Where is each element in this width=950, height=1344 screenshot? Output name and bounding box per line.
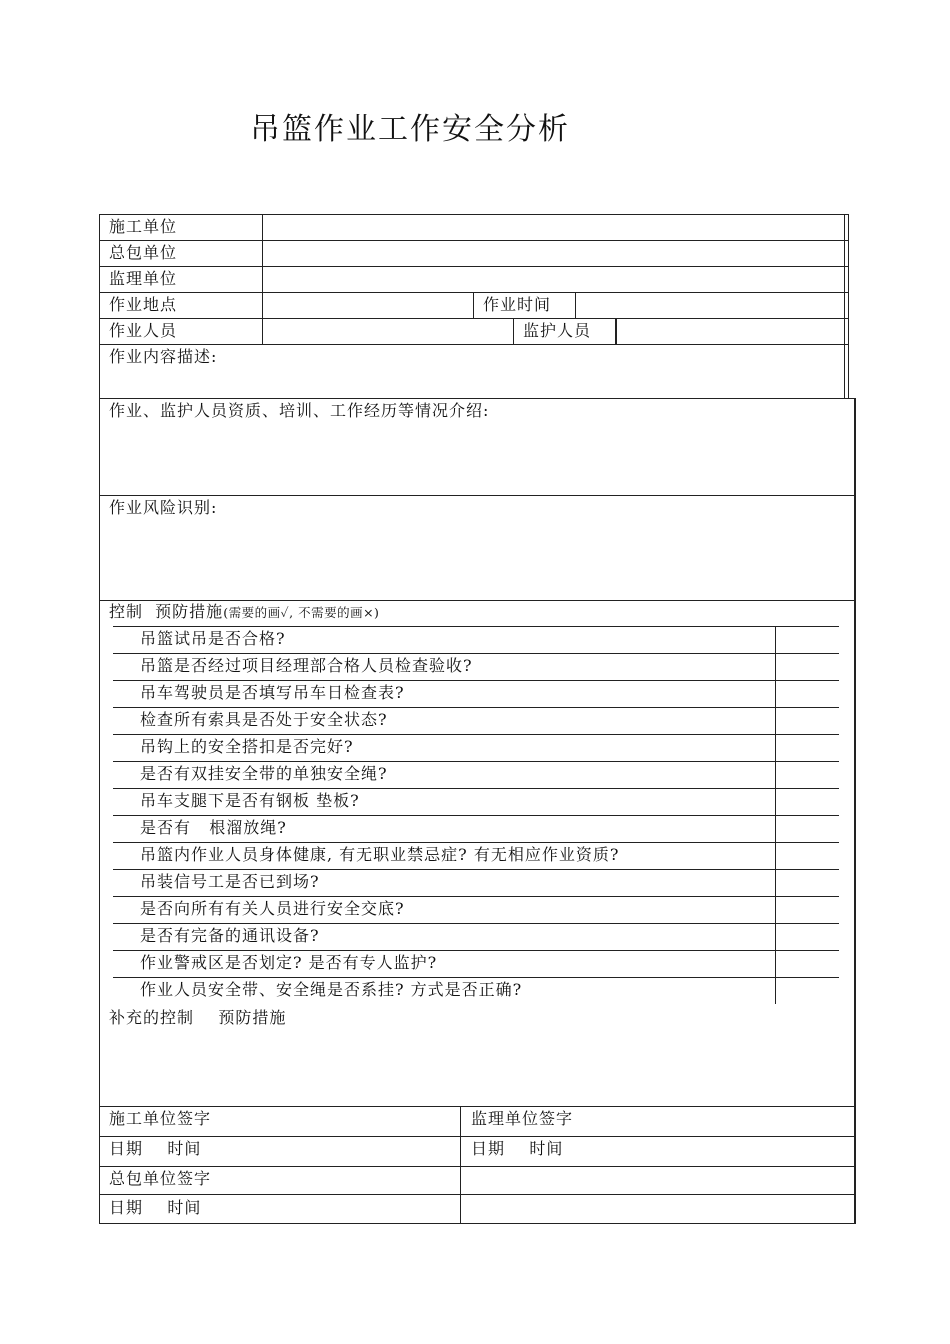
risk-identification-field[interactable]	[100, 520, 853, 599]
supplementary-controls-label: 补充的控制 预防措施	[109, 1008, 287, 1027]
check-cell[interactable]	[777, 708, 837, 734]
supervision-unit-label: 监理单位	[109, 269, 178, 288]
check-cell[interactable]	[777, 762, 837, 788]
table-rule	[113, 950, 839, 951]
date-time-label: 日期 时间	[471, 1139, 564, 1158]
checklist-item: 作业警戒区是否划定? 是否有专人监护?	[140, 953, 438, 972]
work-description-field[interactable]	[100, 369, 844, 397]
table-rule	[99, 1166, 856, 1167]
table-rule	[99, 1106, 856, 1107]
work-location-field[interactable]	[263, 293, 472, 318]
check-cell[interactable]	[777, 978, 837, 1004]
table-rule	[113, 869, 839, 870]
table-rule	[113, 815, 839, 816]
check-cell[interactable]	[777, 924, 837, 950]
check-cell[interactable]	[777, 681, 837, 707]
construction-sign-label: 施工单位签字	[109, 1109, 212, 1128]
guardian-field[interactable]	[617, 319, 843, 344]
supervision-unit-field[interactable]	[263, 267, 843, 292]
table-rule	[513, 318, 514, 344]
work-location-label: 作业地点	[109, 295, 178, 314]
table-rule	[473, 292, 474, 318]
table-rule	[854, 398, 856, 1224]
contractor-sign-label: 总包单位签字	[109, 1169, 212, 1188]
table-rule	[848, 214, 849, 398]
checklist-item: 吊篮试吊是否合格?	[140, 629, 286, 648]
table-rule	[113, 896, 839, 897]
date-time-label: 日期 时间	[109, 1139, 202, 1158]
table-rule	[113, 707, 839, 708]
table-rule	[113, 923, 839, 924]
table-rule	[113, 842, 839, 843]
workers-field[interactable]	[263, 319, 512, 344]
table-rule	[113, 761, 839, 762]
checklist-item: 吊车驾驶员是否填写吊车日检查表?	[140, 683, 405, 702]
risk-identification-label: 作业风险识别:	[109, 498, 218, 517]
table-rule	[460, 1106, 461, 1224]
checklist-item: 是否有 根溜放绳?	[140, 818, 287, 837]
checklist-item: 作业人员安全带、安全绳是否系挂? 方式是否正确?	[140, 980, 523, 999]
check-cell[interactable]	[777, 897, 837, 923]
check-cell[interactable]	[777, 735, 837, 761]
qualifications-label: 作业、监护人员资质、培训、工作经历等情况介绍:	[109, 401, 490, 420]
general-contractor-field[interactable]	[263, 241, 843, 266]
check-cell[interactable]	[777, 843, 837, 869]
construction-unit-label: 施工单位	[109, 217, 178, 236]
checklist-item: 是否有双挂安全带的单独安全绳?	[140, 764, 388, 783]
supervision-sign-label: 监理单位签字	[471, 1109, 574, 1128]
check-cell[interactable]	[777, 654, 837, 680]
checklist-item: 是否有完备的通讯设备?	[140, 926, 320, 945]
table-rule	[113, 653, 839, 654]
safety-analysis-form	[99, 214, 856, 1224]
date-time-label: 日期 时间	[109, 1198, 202, 1217]
table-rule	[99, 600, 856, 601]
checklist-item: 吊篮内作业人员身体健康, 有无职业禁忌症? 有无相应作业资质?	[140, 845, 620, 864]
checklist-item: 是否向所有有关人员进行安全交底?	[140, 899, 405, 918]
table-rule	[99, 344, 849, 345]
work-description-label: 作业内容描述:	[109, 347, 218, 366]
table-rule	[99, 495, 856, 496]
table-rule	[99, 398, 856, 399]
table-rule	[113, 626, 839, 627]
table-rule	[99, 1223, 856, 1224]
table-rule	[775, 626, 776, 1004]
controls-note: (需要的画✓, 不需要的画×)	[223, 605, 380, 620]
table-rule	[99, 1194, 856, 1195]
checklist-item: 吊钩上的安全搭扣是否完好?	[140, 737, 354, 756]
qualifications-field[interactable]	[100, 423, 853, 494]
check-cell[interactable]	[777, 816, 837, 842]
guardian-label: 监护人员	[523, 321, 592, 340]
controls-heading	[109, 602, 379, 623]
check-cell[interactable]	[777, 627, 837, 653]
work-time-field[interactable]	[576, 293, 843, 318]
check-cell[interactable]	[777, 951, 837, 977]
table-rule	[113, 977, 839, 978]
table-rule	[113, 680, 839, 681]
checklist-item: 吊装信号工是否已到场?	[140, 872, 320, 891]
table-rule	[99, 1136, 856, 1137]
table-rule	[113, 734, 839, 735]
table-rule	[113, 788, 839, 789]
checklist-item: 吊篮是否经过项目经理部合格人员检查验收?	[140, 656, 473, 675]
table-rule	[844, 214, 845, 398]
controls-heading-text: 控制 预防措施	[109, 602, 224, 621]
checklist-item: 检查所有索具是否处于安全状态?	[140, 710, 388, 729]
check-cell[interactable]	[777, 789, 837, 815]
workers-label: 作业人员	[109, 321, 178, 340]
general-contractor-label: 总包单位	[109, 243, 178, 262]
document-title: 吊篮作业工作安全分析	[250, 112, 570, 147]
checklist-item: 吊车支腿下是否有钢板 垫板?	[140, 791, 360, 810]
construction-unit-field[interactable]	[263, 215, 843, 240]
work-time-label: 作业时间	[483, 295, 552, 314]
check-cell[interactable]	[777, 870, 837, 896]
supplementary-controls-field[interactable]	[100, 1030, 853, 1105]
